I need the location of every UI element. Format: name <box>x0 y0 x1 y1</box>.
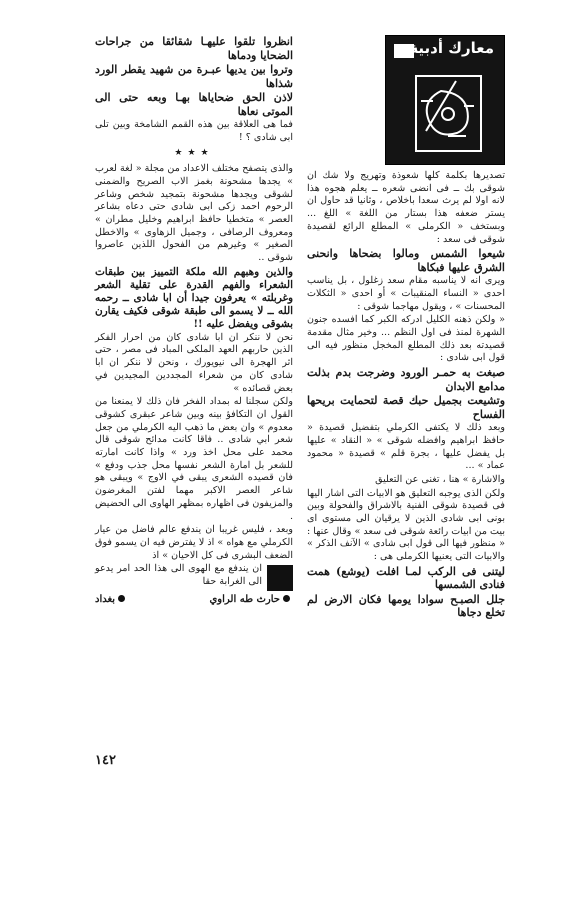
left-para-4: نحن لا ننكر ان ابا شادى كان من احرار الفكر الذين حاربهم العهد الملكى المباد فى مصر ، حتى اثر الهجرة الى نيويورك ، ونحن لا ننكر ان ابا شادى كان من شعراء المجددين المجيدين في بعض قصائده » <box>95 331 293 394</box>
byline <box>95 594 293 607</box>
logo-title: معارك أدبية <box>409 39 494 57</box>
left-para-1: فما هى العلاقة بين هذه القمم الشامخة وبين تلى ابى شادى ؟ ! <box>95 119 293 143</box>
bullet-dot-icon <box>283 595 290 602</box>
right-verse-4: ليتنى فى الركب لمـا افلت (يوشع) همت فنادى الشمسها <box>307 564 505 592</box>
section-logo <box>385 35 505 165</box>
left-para-6: وبعد ، فليس غريبا ان يندفع عالم فاضل من عيار الكرملي مع هواه » اذ لا يفترض فيه ان يسمو فوق الضعف البشرى فى كل الاحيان » اذ <box>95 524 293 561</box>
right-para-5: والاشارة » هنا ، تغنى عن التعليق <box>375 473 505 485</box>
left-para-5: ولكن سجلنا له بمداد الفخر فان ذلك لا يمنعنا من القول ان التكافؤ بينه وبين شاعر عبقرى كشوقى معدوم » وان بعض ما ذهب اليه الكرملي من جعل شعر ابي شادى .. فاقا كانت مدائح شوقى قال محمد على محل اخذ ورد » واذا كانت امارته للشعر بل امارة الشعر نفسها محل جذب ودفع » فان قصيده الشعرى يبقى في الاوج » ويبقى هو شاعر العصر الاكبر مهما لفتن المغرضون والمزيفون فى اظهاره بمظهر الهاوى الى الحضيض . <box>95 396 293 522</box>
bullet-dot-icon <box>118 595 125 602</box>
left-verse-2: وتروا بين يديها عبـرة من شهيد يقطر الورد شذاها <box>95 63 293 90</box>
section-divider-stars: ★★★ <box>174 148 214 159</box>
right-verse-3: وتشيعت بجميل حبك قصة لتحمايت بريحها الفساح <box>307 394 505 421</box>
left-para-2: والذى يتصفح مختلف الاعداد من مجلة « لغة لعرب » يجدها مشحونة بغمز الاب الصريح والضمنى لشوقى ويجدها مشحونة بتمجيد شخص وشاعر الرحوم احمد زكى ابى شادى حتى دعاه بشاعر العصر » متخطيا حافظ ابراهيم وخليل مطران » ومعروف الرصافى ، وجميل الزهاوى » والاخطل الصغير » وغيرهم من الفحول اللذين عاصروا شوقى .. <box>95 163 293 264</box>
right-verse-1: شيعوا الشمس ومالوا بضحاها وانحنى الشرق عليها فبكاها <box>307 247 505 274</box>
byline-author: حارث طه الراوي <box>209 593 280 605</box>
byline-author-wrap <box>209 594 293 607</box>
byline-city-wrap <box>95 594 128 607</box>
left-para-7 <box>95 563 293 588</box>
right-verse-2: صبغت به حمـر الورود وضرجت بدم بذلت مدامع الابدان <box>307 366 505 393</box>
left-para-7-text: ان يندفع مع الهوى الى هذا الحد امر يدعو الى الغرابة حقا <box>95 563 262 588</box>
left-verse-1: انظروا تلقوا عليهـا شقائقا من جراحات الضحايا ودماها <box>95 35 293 62</box>
left-para-3: والذين وهبهم الله ملكة التمييز بين طبقات الشعراء والفهم القدرة على تقلية الشعر وغربلته » يعرفون جيدا أن ابا شادى ــ رحمه الله ــ لا يسمو الى طبقة شوقى فكيف يقارن بشوقى ويفضل عليه !! <box>95 265 293 330</box>
right-column <box>307 35 505 621</box>
right-para-4: وبعد ذلك لا يكتفى الكرملي بتفضيل قصيدة « حافظ ابراهيم وافضله شوقى » « النقاد » عليها بل يفضل عليها ، بجرة قلم » قصيدة « محمود عماد » ... <box>307 422 505 472</box>
right-verse-5: جلل الصبـح سوادا يومها فكان الارض لم تخلع دجاها <box>307 592 505 620</box>
page-number: ١٤٢ <box>95 753 116 768</box>
left-column <box>95 35 293 607</box>
byline-city: بغداد <box>95 593 116 605</box>
right-para-6: ولكن الذى يوجبه التعليق هو الابيات التى اشار اليها فى قصيدة شوقى الفنية بالاشراق والفحولة وبين بونى ابى شادى الذين لا يرقيان الى مستوى اى بيت من ابيات رائعة شوقى فى سعد » وقال عنها : « منظور فيها الى قول ابى شادى » الآنف الذكر » والابيات التى يعنيها الكرملى هى : <box>307 487 505 563</box>
left-verse-3: لاذن الحق ضحاياها بهـا وبعه حتى الى الموتى نعاها <box>95 91 293 118</box>
right-para-2: ويرى انه لا يناسبه مقام سعد زغلول ، بل يناسب احدى « النساء المنقيبات » أو احدى « الثكلات المحسنات » ، ويقول مهاجما شوقى : <box>307 275 505 312</box>
article-page <box>95 35 505 768</box>
right-para-3: « ولكن ذهنه الكليل ادركه الكبر كما افسده جنون الشهرة لمنذ فى اول النظم ... وخير مثال مقدمة قصيدته بعد ذلك المطلع المخجل منظور فيه الى قول ابى شادى : <box>307 314 505 364</box>
end-square-icon <box>267 565 293 591</box>
right-para-1: تصديرها بكلمة كلها شعوذة وتهريج ولا شك ان شوقى بك ــ فى انضى شعره ــ يعلم هجوه هذا لانه اولا لم يرث سعدا باخلاص ، وثانيا قد حاول ان يستر ضعفه هذا بستار من اللغة » اللغ ... وبستخف « الكرملى » المطلع الرائع لقصيدة شوقى فى سعد : <box>307 170 505 245</box>
